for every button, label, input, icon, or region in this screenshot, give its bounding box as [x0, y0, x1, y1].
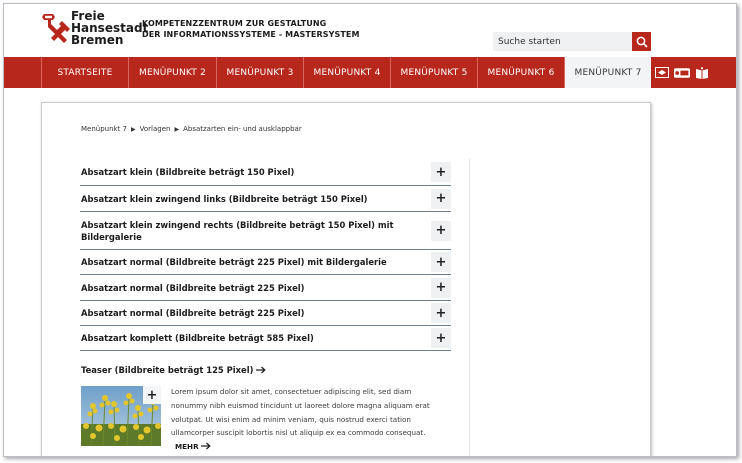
site-header: [4, 4, 737, 56]
accordion-item[interactable]: [80, 159, 451, 186]
teaser-body: [171, 385, 449, 454]
search-button[interactable]: [632, 32, 651, 51]
accordion-item[interactable]: [80, 326, 451, 351]
accordion-title: Absatzart normal (Bildbreite beträgt 225 Pixel) mit Bildergalerie: [81, 257, 387, 267]
main-navigation: [4, 57, 737, 88]
accordion-item[interactable]: [80, 212, 451, 250]
subtitle-line: KOMPETENZZENTRUM ZUR GESTALTUNG: [142, 19, 327, 28]
brand-line: Freie: [71, 9, 105, 23]
brand-line: Hansestadt: [71, 21, 149, 35]
expand-plus-icon[interactable]: +: [431, 189, 451, 209]
brand-line: Bremen: [71, 33, 124, 47]
nav-item-menuepunkt-6[interactable]: [477, 57, 564, 88]
accordion-title: Absatzart komplett (Bildbreite beträgt 585 Pixel): [81, 333, 314, 343]
arrow-right-icon: [256, 366, 266, 374]
expand-plus-icon[interactable]: +: [431, 303, 451, 323]
expand-plus-icon[interactable]: +: [431, 328, 451, 348]
breadcrumb-arrow-icon: ▶: [131, 125, 136, 133]
nav-item-menuepunkt-7[interactable]: [564, 57, 651, 88]
expand-plus-icon[interactable]: +: [431, 162, 451, 182]
accordion-title: Absatzart klein zwingend links (Bildbreite beträgt 150 Pixel): [81, 193, 368, 204]
bremen-key-logo-icon[interactable]: [40, 12, 72, 46]
accordion-item[interactable]: [80, 250, 451, 275]
nav-item-menuepunkt-4[interactable]: [303, 57, 390, 88]
nav-item-label: MENÜPUNKT 5: [400, 67, 468, 78]
more-link[interactable]: [175, 442, 211, 451]
arrow-right-icon: [201, 442, 211, 450]
search-input[interactable]: [493, 32, 632, 51]
sidebar-divider: [469, 159, 470, 457]
nav-item-label: MENÜPUNKT 7: [574, 67, 642, 78]
nav-item-menuepunkt-2[interactable]: [128, 57, 216, 88]
nav-item-label: MENÜPUNKT 4: [313, 67, 381, 78]
breadcrumb-arrow-icon: ▶: [174, 125, 180, 133]
expand-plus-icon[interactable]: +: [431, 278, 451, 298]
sign-language-icon[interactable]: [654, 66, 670, 79]
nav-item-startseite[interactable]: [41, 57, 128, 88]
nav-item-label: MENÜPUNKT 6: [487, 67, 555, 78]
subtitle-line: DER INFORMATIONSSYSTEME - MASTERSYSTEM: [142, 30, 360, 39]
breadcrumb-current: Absatzarten ein- und ausklappbar: [183, 125, 302, 133]
accordion-title: Absatzart normal (Bildbreite beträgt 225 Pixel): [81, 308, 305, 318]
more-label: MEHR: [175, 442, 199, 452]
accordion-item[interactable]: [80, 186, 451, 212]
content-panel: [41, 102, 651, 457]
search-icon: [636, 36, 648, 48]
nav-item-label: STARTSEITE: [57, 67, 113, 78]
teaser-title: Teaser (Bildbreite beträgt 125 Pixel): [81, 365, 254, 375]
expand-plus-icon[interactable]: +: [431, 221, 451, 241]
browser-frame: [3, 3, 737, 457]
accordion-title: Absatzart normal (Bildbreite beträgt 225 Pixel): [81, 282, 305, 293]
accordion-list: [80, 159, 451, 351]
nav-item-label: MENÜPUNKT 3: [226, 67, 294, 78]
nav-item-menuepunkt-5[interactable]: [390, 57, 477, 88]
nav-item-menuepunkt-3[interactable]: [216, 57, 303, 88]
easy-language-icon[interactable]: [694, 66, 710, 79]
expand-plus-icon[interactable]: +: [431, 252, 451, 272]
nav-item-label: MENÜPUNKT 2: [138, 67, 206, 78]
teaser-title-link[interactable]: [81, 365, 266, 375]
teaser-text: Lorem ipsum dolor sit amet, consectetuer adipiscing elit, sed diam nonummy nibh euismod tincidunt ut laoreet dolore magna aliquam erat volutpat. Ut wisi enim ad minim veniam, quis nostrud exerci tation ullamcorper suscipit lobortis nisl ut aliquip ex ea commodo consequat.: [171, 387, 430, 438]
accordion-title: Absatzart klein zwingend rechts (Bildbreite beträgt 150 Pixel) mit Bildergalerie: [81, 219, 394, 242]
accordion-item[interactable]: [80, 275, 451, 301]
breadcrumb: [81, 125, 302, 133]
accordion-item[interactable]: [80, 301, 451, 326]
rss-icon[interactable]: [674, 66, 690, 79]
breadcrumb-item[interactable]: Menüpunkt 7: [81, 125, 128, 133]
accordion-title: Absatzart klein (Bildbreite beträgt 150 Pixel): [81, 167, 295, 177]
enlarge-image-plus-icon[interactable]: +: [143, 386, 161, 404]
brand-name[interactable]: [71, 10, 148, 46]
site-subtitle: [142, 18, 360, 40]
breadcrumb-item[interactable]: Vorlagen: [139, 125, 171, 133]
